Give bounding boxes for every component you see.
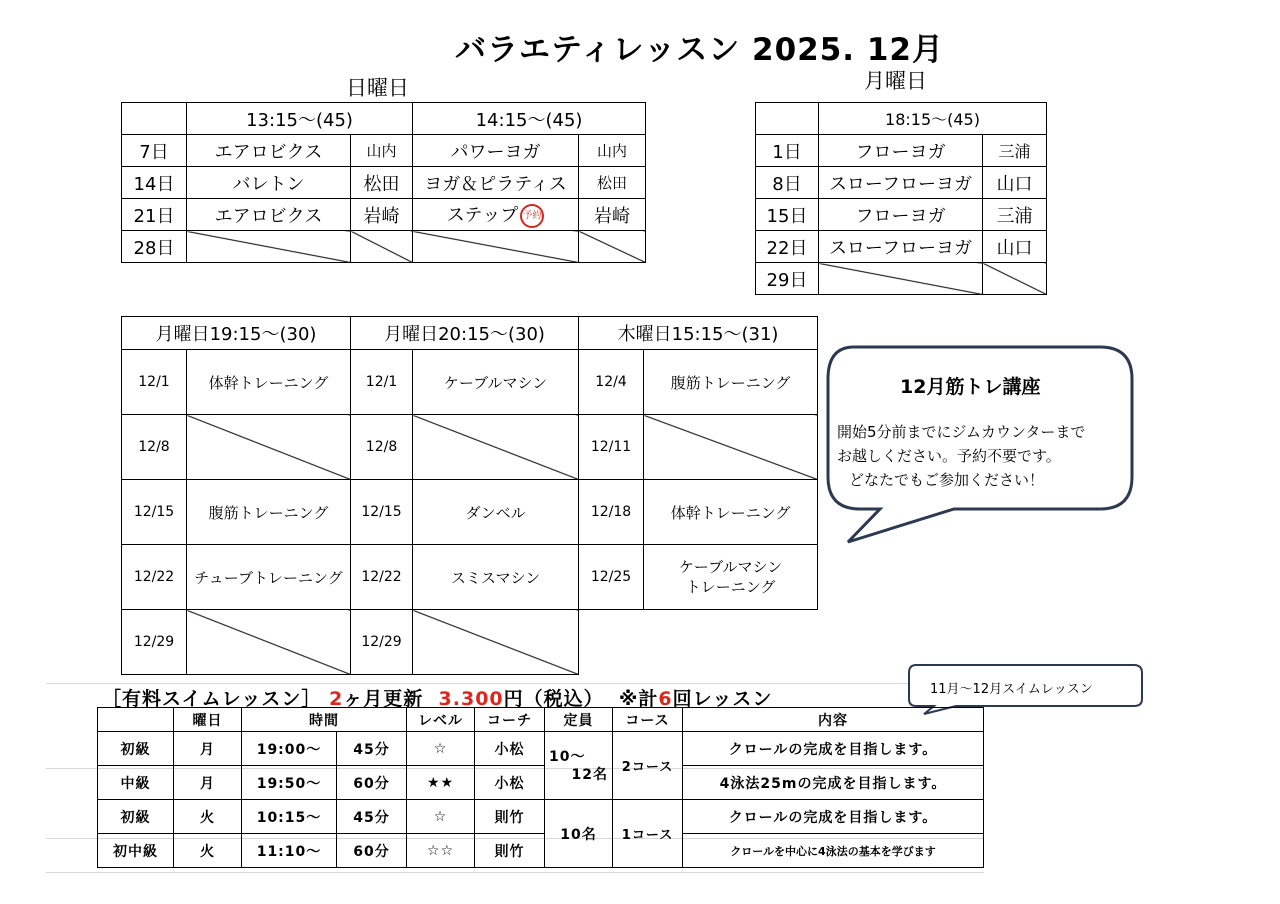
content-cell: 4泳法25mの完成を目指します。 xyxy=(683,766,984,800)
monday-heading: 月曜日 xyxy=(864,69,927,93)
capacity-cell xyxy=(545,732,613,800)
table-row xyxy=(122,350,818,415)
lesson-cell: 体幹トレーニング xyxy=(644,480,818,545)
swim-total-suffix: 回レッスン xyxy=(672,688,773,710)
empty-cell xyxy=(187,231,351,263)
lesson-cell: パワーヨガ xyxy=(413,135,579,167)
swim-total: 6 xyxy=(658,688,673,710)
swim-lesson-table xyxy=(97,707,984,868)
table-row xyxy=(98,766,984,800)
lesson-cell: 腹筋トレーニング xyxy=(644,350,818,415)
lesson-cell: 体幹トレーニング xyxy=(187,350,351,415)
lesson-cell xyxy=(644,545,818,610)
date-cell: 12/25 xyxy=(579,545,644,610)
reservation-badge: 予約 xyxy=(520,204,544,228)
date-cell: 12/29 xyxy=(122,610,187,675)
date-cell: 12/18 xyxy=(579,480,644,545)
table-row xyxy=(756,167,1047,199)
table-row xyxy=(122,480,818,545)
lesson-cell: ダンベル xyxy=(413,480,579,545)
time-slot-header: 14:15〜(45) xyxy=(413,103,646,135)
table-row xyxy=(122,415,818,480)
column-header: コーチ xyxy=(475,708,545,732)
coach-cell: 岩崎 xyxy=(579,199,646,231)
time-cell: 10:15〜 xyxy=(242,800,337,834)
table-row xyxy=(756,263,1047,295)
swim-heading-prefix: ［有料スイムレッスン］ xyxy=(102,688,322,710)
table-row xyxy=(122,317,818,350)
lesson-cell: ケーブルマシン xyxy=(413,350,579,415)
bubble-text: どなたでもご参加ください！ xyxy=(849,471,1045,489)
date-cell: 22日 xyxy=(756,231,819,263)
table-row xyxy=(122,103,646,135)
table-row xyxy=(756,231,1047,263)
sunday-schedule-table xyxy=(121,102,646,263)
length-cell: 60分 xyxy=(337,834,407,868)
lesson-cell: エアロビクス xyxy=(187,199,351,231)
table-row xyxy=(756,135,1047,167)
table-row xyxy=(98,732,984,766)
lesson-cell: フローヨガ xyxy=(819,199,983,231)
lesson-line: ケーブルマシン xyxy=(678,558,783,576)
table-row xyxy=(122,610,818,675)
time-cell: 11:10〜 xyxy=(242,834,337,868)
coach-cell: 山内 xyxy=(579,135,646,167)
lesson-cell: スローフローヨガ xyxy=(819,167,983,199)
lesson-cell: スミスマシン xyxy=(413,545,579,610)
date-cell: 7日 xyxy=(122,135,187,167)
training-slot-header: 木曜日15:15〜(31) xyxy=(579,317,818,350)
content-cell: クロールの完成を目指します。 xyxy=(683,732,984,766)
course-cell: 1コース xyxy=(613,800,683,868)
table-row xyxy=(98,708,984,732)
time-cell: 19:50〜 xyxy=(242,766,337,800)
table-row xyxy=(122,167,646,199)
column-header: 時間 xyxy=(242,708,407,732)
class-cell: 初級 xyxy=(98,800,174,834)
content-cell: クロールを中心に4泳法の基本を学びます xyxy=(683,834,984,868)
date-cell: 1日 xyxy=(756,135,819,167)
date-cell: 12/8 xyxy=(351,415,413,480)
lesson-cell: エアロビクス xyxy=(187,135,351,167)
date-cell: 12/22 xyxy=(351,545,413,610)
date-cell: 21日 xyxy=(122,199,187,231)
training-schedule-table xyxy=(121,316,818,675)
day-cell: 月 xyxy=(174,766,242,800)
empty-cell xyxy=(644,415,818,480)
bubble-text: お越しください。予約不要です。 xyxy=(837,447,1061,465)
coach-cell: 松田 xyxy=(351,167,413,199)
length-cell: 60分 xyxy=(337,766,407,800)
coach-cell: 三浦 xyxy=(983,135,1047,167)
empty-cell xyxy=(187,610,351,675)
monday-schedule-table xyxy=(755,102,1047,295)
lesson-line: トレーニング xyxy=(685,578,776,596)
date-cell: 14日 xyxy=(122,167,187,199)
class-cell: 初中級 xyxy=(98,834,174,868)
swim-callout-text: 11月〜12月スイムレッスン xyxy=(930,682,1093,697)
length-cell: 45分 xyxy=(337,732,407,766)
training-slot-header: 月曜日20:15〜(30) xyxy=(351,317,579,350)
sunday-heading: 日曜日 xyxy=(346,76,409,100)
guide-line xyxy=(46,872,984,873)
empty-cell xyxy=(413,231,579,263)
column-header: 定員 xyxy=(545,708,613,732)
length-cell: 45分 xyxy=(337,800,407,834)
swim-price-suffix: 円（税込） xyxy=(503,688,604,710)
table-row xyxy=(122,545,818,610)
lesson-cell: 腹筋トレーニング xyxy=(187,480,351,545)
coach-cell: 山口 xyxy=(983,167,1047,199)
coach-cell: 山口 xyxy=(983,231,1047,263)
date-cell: 12/11 xyxy=(579,415,644,480)
coach-cell: 岩崎 xyxy=(351,199,413,231)
empty-cell xyxy=(187,415,351,480)
swim-months-suffix: ヶ月更新 xyxy=(343,688,424,710)
day-cell: 月 xyxy=(174,732,242,766)
coach-cell: 山内 xyxy=(351,135,413,167)
empty-cell xyxy=(413,610,579,675)
content-cell: クロールの完成を目指します。 xyxy=(683,800,984,834)
table-row xyxy=(756,103,1047,135)
coach-cell: 則竹 xyxy=(475,834,545,868)
lesson-cell xyxy=(413,199,579,231)
date-cell: 12/15 xyxy=(122,480,187,545)
column-header: コース xyxy=(613,708,683,732)
table-row xyxy=(122,231,646,263)
date-cell: 12/15 xyxy=(351,480,413,545)
coach-cell: 小松 xyxy=(475,732,545,766)
date-cell: 29日 xyxy=(756,263,819,295)
column-header: 内容 xyxy=(683,708,984,732)
empty-cell xyxy=(579,231,646,263)
lesson-cell: スローフローヨガ xyxy=(819,231,983,263)
coach-cell: 三浦 xyxy=(983,199,1047,231)
swim-price: 3.300 xyxy=(438,688,504,710)
table-row xyxy=(122,199,646,231)
page-title: バラエティレッスン 2025. 12月 xyxy=(455,32,944,68)
coach-cell: 則竹 xyxy=(475,800,545,834)
empty-cell xyxy=(351,231,413,263)
bubble-title: 12月筋トレ講座 xyxy=(900,376,1041,398)
capacity-line: 12名 xyxy=(571,766,608,783)
time-cell: 19:00〜 xyxy=(242,732,337,766)
day-cell: 火 xyxy=(174,834,242,868)
swim-months: 2 xyxy=(329,688,344,710)
table-row xyxy=(756,199,1047,231)
date-cell: 12/22 xyxy=(122,545,187,610)
date-cell: 12/8 xyxy=(122,415,187,480)
date-cell: 12/4 xyxy=(579,350,644,415)
class-cell: 初級 xyxy=(98,732,174,766)
level-cell: ☆ xyxy=(407,732,475,766)
lesson-cell: バレトン xyxy=(187,167,351,199)
lesson-cell: チューブトレーニング xyxy=(187,545,351,610)
course-cell: 2コース xyxy=(613,732,683,800)
swim-total-prefix: ※計 xyxy=(618,688,659,710)
capacity-line: 10〜 xyxy=(549,748,586,765)
day-cell: 火 xyxy=(174,800,242,834)
column-header: 曜日 xyxy=(174,708,242,732)
empty-cell xyxy=(819,263,983,295)
class-cell: 中級 xyxy=(98,766,174,800)
date-cell: 15日 xyxy=(756,199,819,231)
lesson-cell: ヨガ＆ピラティス xyxy=(413,167,579,199)
empty-cell xyxy=(413,415,579,480)
level-cell: ☆☆ xyxy=(407,834,475,868)
capacity-cell: 10名 xyxy=(545,800,613,868)
table-row xyxy=(122,135,646,167)
date-cell: 12/29 xyxy=(351,610,413,675)
table-row xyxy=(98,800,984,834)
coach-cell: 松田 xyxy=(579,167,646,199)
level-cell: ★★ xyxy=(407,766,475,800)
coach-cell: 小松 xyxy=(475,766,545,800)
time-slot-header: 13:15〜(45) xyxy=(187,103,413,135)
lesson-cell: フローヨガ xyxy=(819,135,983,167)
table-row xyxy=(98,834,984,868)
lesson-label: ステップ xyxy=(446,205,519,226)
training-slot-header: 月曜日19:15〜(30) xyxy=(122,317,351,350)
date-cell: 12/1 xyxy=(122,350,187,415)
bubble-text: 開始5分前までにジムカウンターまで xyxy=(837,423,1086,441)
empty-cell xyxy=(983,263,1047,295)
level-cell: ☆ xyxy=(407,800,475,834)
date-cell: 8日 xyxy=(756,167,819,199)
date-cell: 12/1 xyxy=(351,350,413,415)
column-header: レベル xyxy=(407,708,475,732)
time-slot-header: 18:15〜(45) xyxy=(819,103,1047,135)
date-cell: 28日 xyxy=(122,231,187,263)
